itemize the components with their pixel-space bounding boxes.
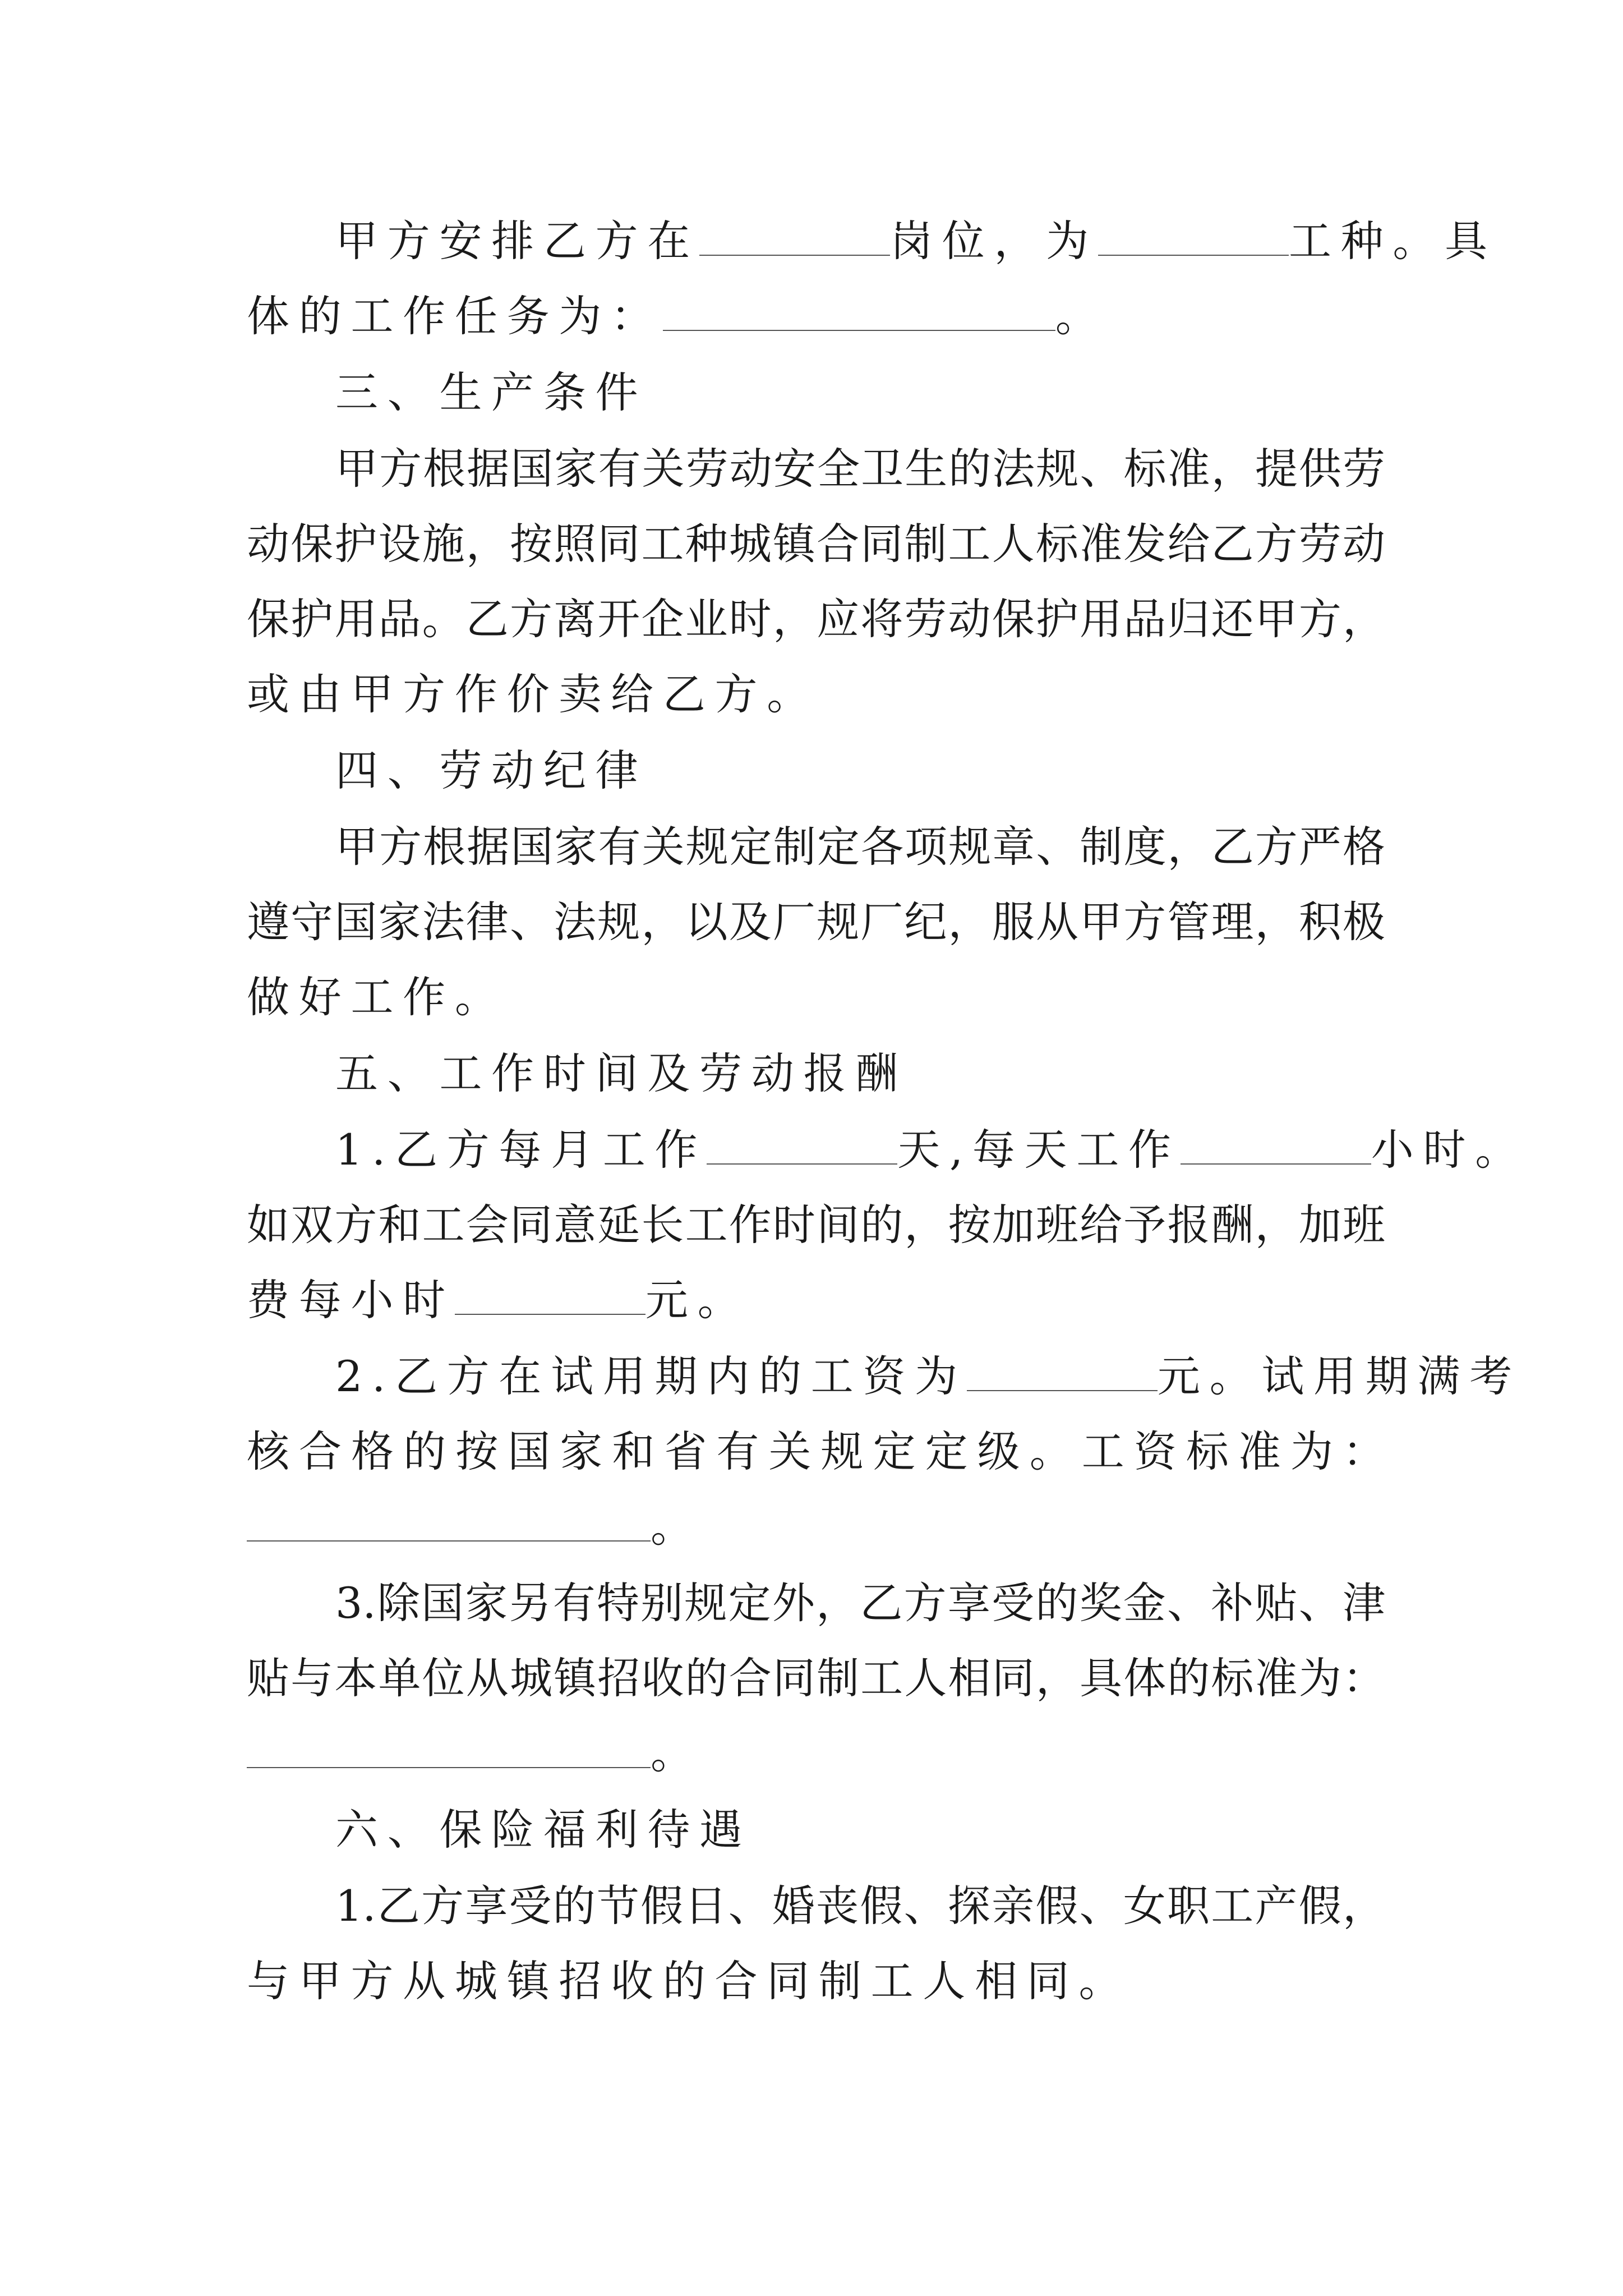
text-segment: 天,每天工作 [897, 1125, 1181, 1175]
paragraph-line: 动保护设施，按照同工种城镇合同制工人标准发给乙方劳动 [247, 519, 1385, 569]
text-segment: 费每小时 [247, 1275, 455, 1325]
bonus-standard-line [247, 1726, 1385, 1782]
section-heading: 三、生产条件 [335, 367, 648, 417]
text-segment: 体的工作任务为： [247, 291, 663, 341]
blank-wage-standard [247, 1507, 651, 1542]
text-segment: 1.乙方每月工作 [335, 1125, 707, 1175]
paragraph-line: 遵守国家法律、法规，以及厂规厂纪，服从甲方管理，积极 [247, 897, 1385, 947]
blank-bonus-standard [247, 1733, 651, 1768]
blank-days [707, 1130, 897, 1165]
blank-job-type [1098, 221, 1289, 256]
text-segment: 甲方安排乙方在 [335, 216, 700, 266]
text-segment: 。 [651, 1502, 703, 1552]
section-heading: 四、劳动纪律 [335, 746, 648, 795]
job-assignment-line [335, 213, 1497, 269]
text-segment: 小时。 [1371, 1125, 1527, 1175]
text-segment: 2.乙方在试用期内的工资为 [335, 1351, 967, 1401]
work-days-line [335, 1122, 1527, 1178]
blank-hours [1181, 1130, 1371, 1165]
text-segment: 元。试用期满考 [1157, 1351, 1521, 1401]
blank-probation-wage [967, 1356, 1158, 1391]
paragraph-line: 保护用品。乙方离开企业时，应将劳动保护用品归还甲方， [247, 594, 1385, 644]
text-segment: 元。 [645, 1275, 750, 1325]
paragraph-line: 贴与本单位从城镇招收的合同制工人相同，具体的标准为： [247, 1653, 1385, 1703]
paragraph-line: 如双方和工会同意延长工作时间的，按加班给予报酬，加班 [247, 1200, 1385, 1250]
paragraph-line: 做好工作。 [247, 972, 507, 1022]
text-segment: 岗位，为 [890, 216, 1098, 266]
paragraph-line: 3.除国家另有特别规定外，乙方享受的奖金、补贴、津 [335, 1578, 1385, 1628]
paragraph-line: 甲方根据国家有关规定制定各项规章、制度，乙方严格 [335, 822, 1385, 872]
paragraph-line: 1.乙方享受的节假日、婚丧假、探亲假、女职工产假， [335, 1881, 1385, 1931]
probation-wage-line [335, 1349, 1521, 1405]
text-segment: 。 [651, 1728, 703, 1778]
paragraph-line: 核合格的按国家和省有关规定定级。工资标准为： [247, 1427, 1385, 1476]
job-task-line [247, 288, 1385, 344]
paragraph-line: 与甲方从城镇招收的合同制工人相同。 [247, 1956, 1131, 2006]
section-heading: 六、保险福利待遇 [335, 1805, 751, 1855]
text-segment: 工种。具 [1288, 216, 1497, 266]
paragraph-line: 或由甲方作价卖给乙方。 [247, 669, 819, 719]
blank-task [663, 296, 1055, 331]
paragraph-line: 甲方根据国家有关劳动安全卫生的法规、标准，提供劳 [335, 444, 1385, 494]
blank-overtime [455, 1280, 645, 1315]
section-heading: 五、工作时间及劳动报酬 [335, 1048, 907, 1098]
overtime-rate-line [247, 1272, 1385, 1328]
blank-position [699, 221, 890, 256]
wage-standard-line [247, 1499, 1385, 1555]
text-segment: 。 [1055, 291, 1108, 341]
